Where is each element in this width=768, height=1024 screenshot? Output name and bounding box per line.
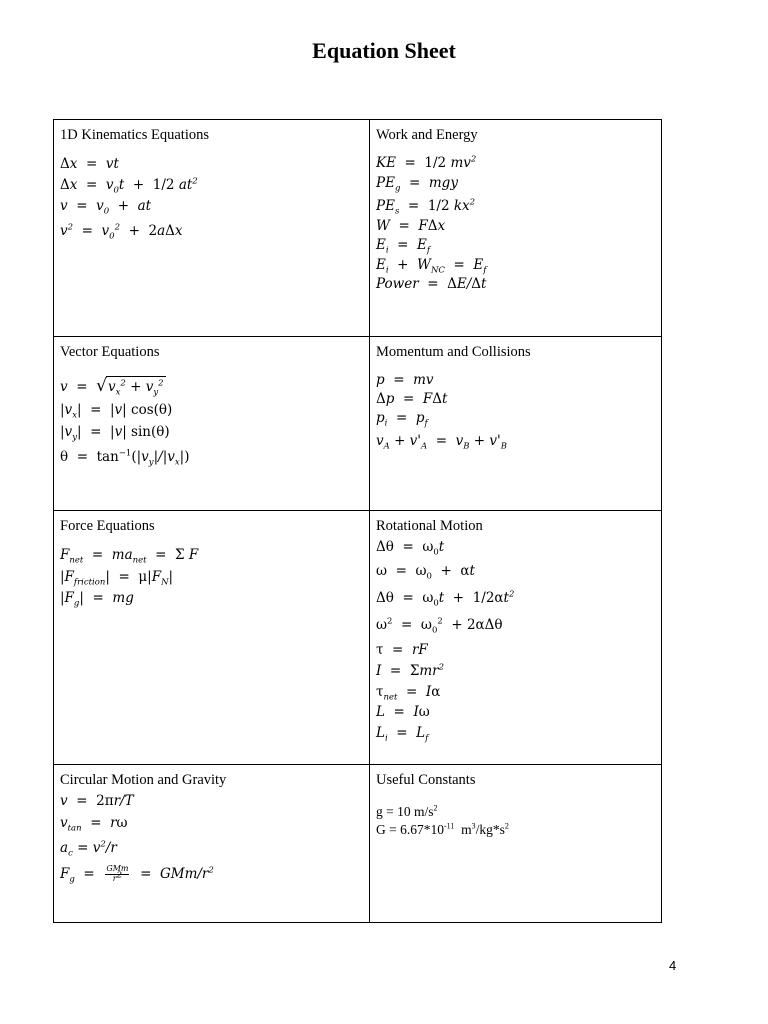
- equation: $E_i + W_{NC} = E_f$: [376, 256, 487, 276]
- equation: τ = rF: [376, 641, 428, 658]
- equations-rotational: [376, 537, 655, 744]
- equations-force: [60, 545, 363, 610]
- equation: $L_i = L_f$: [376, 725, 429, 745]
- equation: $\theta = \tan^{-1}(|v_y|/|v_x|)$: [60, 448, 190, 469]
- equation: $|F_{friction}| = \mu|F_N|$: [60, 568, 174, 588]
- equation: $PE_s = 1/2$ $kx^2$: [376, 197, 476, 217]
- cell-constants: [370, 765, 662, 923]
- cell-momentum: [370, 337, 662, 511]
- heading-kinematics: 1D Kinematics Equations: [60, 127, 210, 143]
- equation-table: [53, 119, 662, 923]
- heading-rotational: Rotational Motion: [376, 518, 483, 534]
- equation: $|v_y| = |v|$ sin(θ): [60, 423, 170, 443]
- equation: $F_g$ = $\frac{\text{GMm}}{r^2}$ = GMm/$r^2$: [60, 863, 214, 885]
- equation: $p_i = p_f$: [376, 409, 428, 429]
- equation: $a_c = v^2/r$: [60, 839, 117, 859]
- equation: $v = v_0$ + at: [60, 197, 152, 217]
- equation: $E_i = E_f$: [376, 237, 431, 256]
- constant-g: g = 10 $m/s^2$: [376, 803, 438, 819]
- equation: $|v_x| = |v|$ cos(θ): [60, 402, 173, 421]
- equation: $\Delta x = v_0t + 1/2$ $at^2$: [60, 176, 198, 196]
- heading-momentum: Momentum and Collisions: [376, 344, 531, 360]
- cell-kinematics: [54, 120, 370, 337]
- heading-vector: Vector Equations: [60, 344, 160, 360]
- equations-work-energy: [376, 154, 655, 295]
- cell-vector: [54, 337, 370, 511]
- equation: $\Delta\theta = \omega_0t$: [376, 539, 445, 558]
- equation: $|F_g|$ = mg: [60, 590, 134, 609]
- equation: $\omega^2 = \omega_0^2 + 2\alpha\Delta\theta$: [376, 616, 503, 636]
- equation: $v^2 = v_0^2 + 2a\Delta x$: [60, 222, 183, 242]
- equation: Power = ΔE/Δt: [376, 276, 487, 293]
- equation: $v_A + v'_A = v_B + v'_B$: [376, 432, 507, 452]
- heading-work-energy: Work and Energy: [376, 127, 478, 143]
- cell-circular: [54, 765, 370, 923]
- equation: $v = √v_x^2 + v_y^2$: [60, 376, 164, 398]
- equation: I = Σmr$^2$: [376, 662, 445, 679]
- constant-G: $G = 6.67*10^{-11}$ $m^3/kg*s^2$: [376, 821, 509, 837]
- equation: KE = 1/2 $mv^2$: [376, 154, 477, 171]
- equation: W = FΔx: [376, 217, 446, 234]
- equation: $v_{tan} = r\omega$: [60, 814, 128, 834]
- equation: v = 2πr/T: [60, 793, 134, 809]
- equation: $F_{net} = ma_{net} = \Sigma$ F: [60, 547, 199, 566]
- equations-kinematics: [60, 154, 363, 242]
- cell-work-energy: [370, 120, 662, 337]
- heading-constants: Useful Constants: [376, 772, 476, 788]
- equation: $\Delta\theta = \omega_0t + 1/2\alpha t^2$: [376, 589, 515, 609]
- equations-circular: [60, 791, 363, 885]
- equation: L = Iω: [376, 704, 430, 721]
- equation: $\omega = \omega_0 + \alpha t$: [376, 562, 475, 582]
- page-number: 4: [669, 958, 677, 973]
- equations-vector: [60, 373, 363, 469]
- equation: p = mv: [376, 372, 434, 388]
- heading-circular: Circular Motion and Gravity: [60, 772, 227, 788]
- equations-momentum: [376, 371, 655, 451]
- equation: Δp = FΔt: [376, 390, 448, 407]
- cell-rotational: [370, 511, 662, 765]
- page-title: Equation Sheet: [312, 38, 456, 63]
- equation: Δx = vt: [60, 156, 119, 172]
- heading-force: Force Equations: [60, 518, 155, 534]
- equation: $\tau_{net} = I\alpha$: [376, 683, 441, 703]
- cell-force: [54, 511, 370, 765]
- equation: $PE_g$ = mgy: [376, 174, 458, 194]
